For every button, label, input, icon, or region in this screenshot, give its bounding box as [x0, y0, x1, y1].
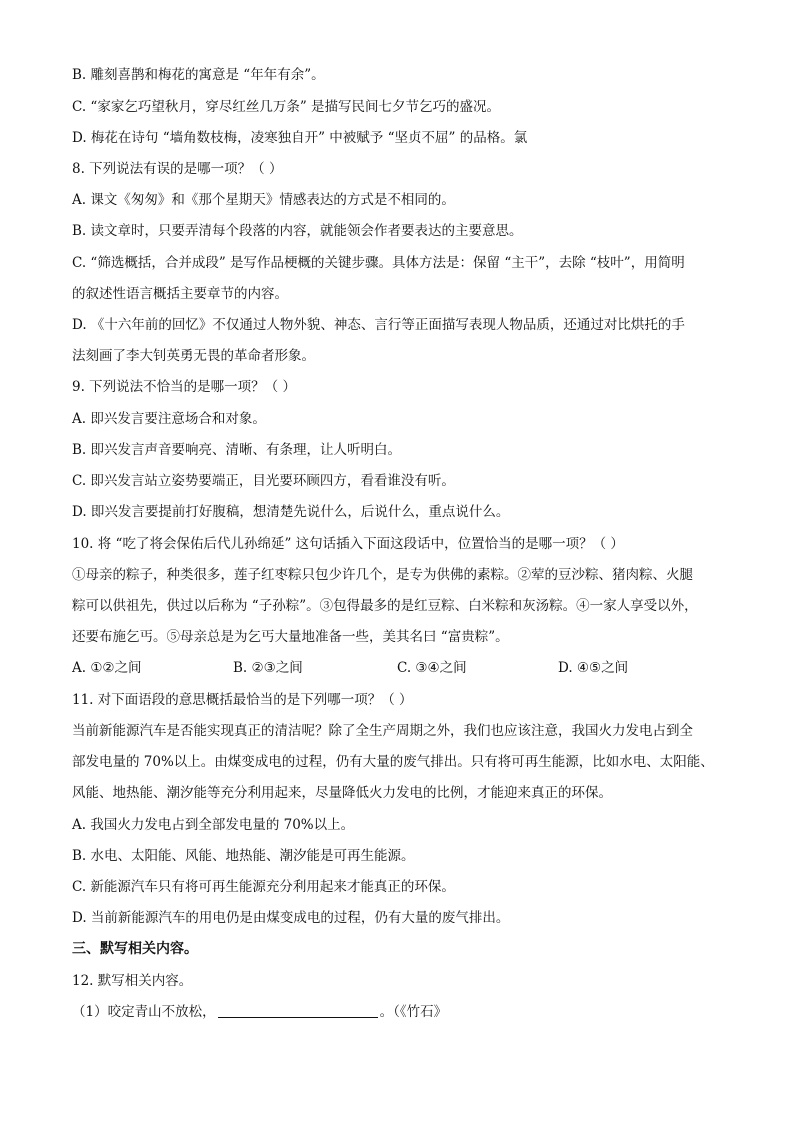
text-line: A. 即兴发言要注意场合和对象。: [72, 411, 266, 427]
text-line: ①母亲的粽子，种类很多，莲子红枣粽只包少许几个，是专为供佛的素粽。②荤的豆沙粽、猪肉粽、火腿: [72, 567, 693, 583]
text-line: D. 即兴发言要提前打好腹稿，想清楚先说什么，后说什么，重点说什么。: [72, 504, 510, 520]
text-line: 的叙述性语言概括主要章节的内容。: [72, 286, 288, 302]
text-line: 风能、地热能、潮汐能等充分利用起来，尽量降低火力发电的比例，才能迎来真正的环保。: [72, 785, 612, 801]
text-line: 法刻画了李大钊英勇无畏的革命者形象。: [72, 348, 315, 364]
fill-in-line: [72, 1003, 447, 1021]
text-line: B. 读文章时，只要弄清每个段落的内容，就能领会作者要表达的主要意思。: [72, 223, 523, 239]
answer-blank[interactable]: [218, 1003, 378, 1018]
question-12: 12. 默写相关内容。: [72, 973, 193, 989]
text-line: A. 课文《匆匆》和《那个星期天》情感表达的方式是不相同的。: [72, 192, 455, 208]
text-line: 粽可以供祖先，供过以后称为 “子孙粽”。③包得最多的是红豆粽、白米粽和灰汤粽。④一家人享受以外，: [72, 598, 698, 614]
text-line: B. 雕刻喜鹊和梅花的寓意是 “年年有余”。: [72, 67, 325, 83]
fill-in-suffix: 。（《竹石》: [379, 1004, 448, 1020]
option-d: D. ④⑤之间: [558, 660, 629, 676]
text-line: 还要布施乞丐。⑤母亲总是为乞丐大量地准备一些，美其名曰 “富贵粽”。: [72, 629, 509, 645]
text-line: A. 我国火力发电占到全部发电量的 70%以上。: [72, 817, 355, 833]
option-a: A. ①②之间: [72, 660, 142, 676]
text-line: C. 新能源汽车只有将可再生能源充分利用起来才能真正的环保。: [72, 879, 455, 895]
text-line: C. “筛选概括，合并成段” 是写作品梗概的关键步骤。具体方法是：保留 “主干”，去除 “枝叶”，用简明: [72, 255, 685, 271]
fill-in-prefix: （1）咬定青山不放松，: [72, 1004, 216, 1020]
question-9: 9. 下列说法不恰当的是哪一项？（ ）: [72, 379, 296, 395]
text-line: C. “家家乞巧望秋月，穿尽红丝几万条” 是描写民间七夕节乞巧的盛况。: [72, 99, 501, 115]
section-title: 三、默写相关内容。: [72, 941, 198, 957]
question-11: 11. 对下面语段的意思概括最恰当的是下列哪一项？（ ）: [72, 692, 413, 708]
option-c: C. ③④之间: [397, 660, 467, 676]
text-line: B. 即兴发言声音要响亮、清晰、有条理，让人听明白。: [72, 442, 402, 458]
text-line: C. 即兴发言站立姿势要端正，目光要环顾四方，看看谁没有听。: [72, 473, 455, 489]
text-line: B. 水电、太阳能、风能、地热能、潮汐能是可再生能源。: [72, 848, 415, 864]
text-line: 当前新能源汽车是否能实现真正的清洁呢？除了全生产周期之外，我们也应该注意，我国火力发电占到全: [72, 723, 693, 739]
text-line: 部发电量的 70%以上。由煤变成电的过程，仍有大量的废气排出。只有将可再生能源，比如水电、太阳能、: [72, 754, 714, 770]
text-line: D. 梅花在诗句 “墙角数枝梅，凌寒独自开” 中被赋予 “坚贞不屈” 的品格。氯: [72, 130, 528, 146]
question-8: 8. 下列说法有误的是哪一项？（ ）: [72, 161, 283, 177]
option-b: B. ②③之间: [233, 660, 303, 676]
question-10: 10. 将 “吃了将会保佑后代儿孙绵延” 这句话插入下面这段话中，位置恰当的是哪一项？（ ）: [72, 536, 624, 552]
text-line: D. 《十六年前的回忆》不仅通过人物外貌、神态、言行等正面描写表现人物品质，还通过对比烘托的手: [72, 317, 685, 333]
text-line: D. 当前新能源汽车的用电仍是由煤变成电的过程，仍有大量的废气排出。: [72, 910, 510, 926]
